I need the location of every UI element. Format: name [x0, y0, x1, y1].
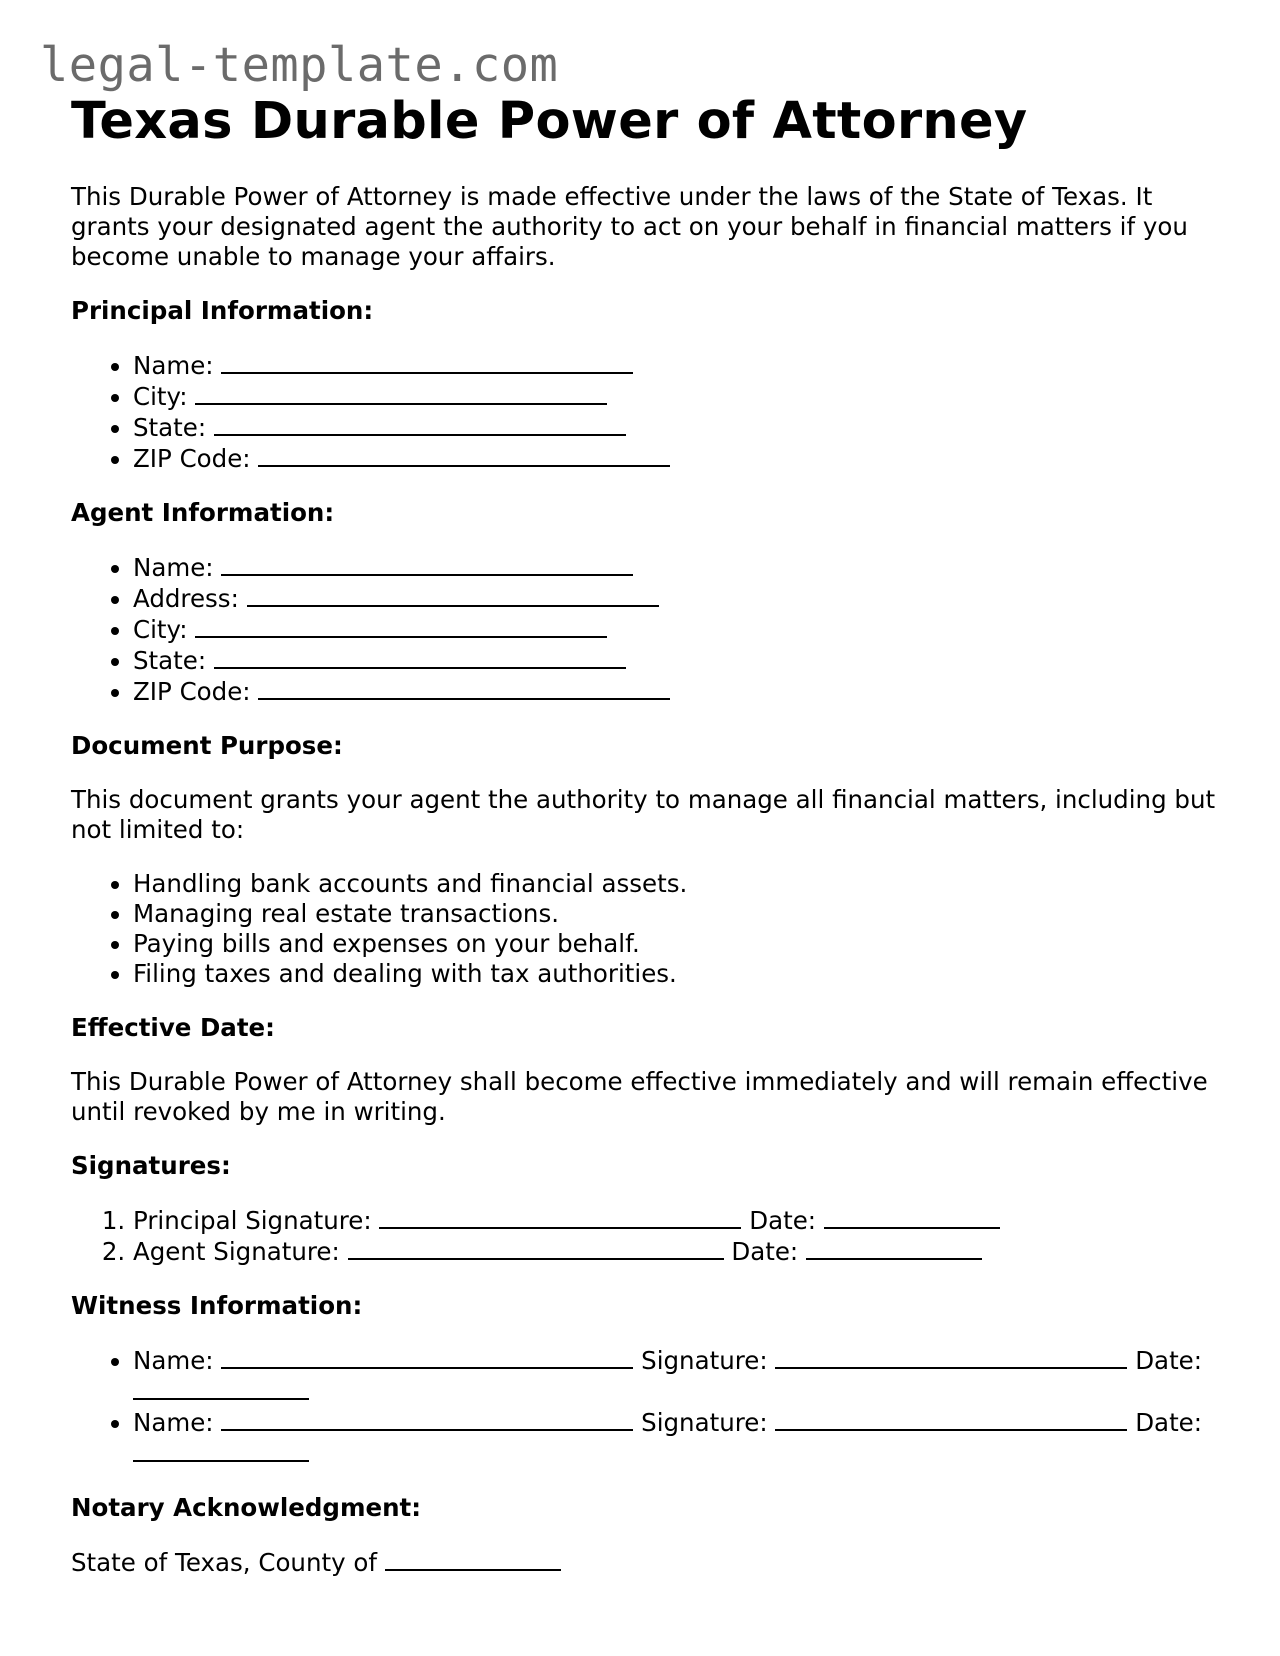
- purpose-paragraph: This document grants your agent the authority to manage all financial matters, including but not limited to:: [71, 785, 1216, 844]
- signatures-list: [71, 1205, 1221, 1267]
- list-item: • Managing real estate transactions.: [133, 899, 1221, 929]
- agent-zip-field[interactable]: • ZIP Code:: [133, 676, 1221, 707]
- witness-2-signature-blank[interactable]: [775, 1407, 1127, 1431]
- agent-signature-line[interactable]: 2. Agent Signature: Date:: [133, 1236, 1221, 1267]
- witness-list: [71, 1345, 1221, 1469]
- agent-city-blank[interactable]: [195, 614, 607, 638]
- principal-heading: Principal Information:: [71, 296, 374, 325]
- principal-name-field[interactable]: • Name:: [133, 350, 1221, 381]
- witness-1-name-blank[interactable]: [221, 1345, 633, 1369]
- agent-heading: Agent Information:: [71, 498, 335, 527]
- list-item: • Paying bills and expenses on your behalf.: [133, 929, 1221, 959]
- effective-heading: Effective Date:: [71, 1013, 275, 1042]
- principal-name-blank[interactable]: [221, 350, 633, 374]
- purpose-list: [71, 869, 1221, 989]
- agent-fields: [71, 552, 1221, 707]
- agent-address-blank[interactable]: [247, 583, 659, 607]
- agent-city-field[interactable]: • City:: [133, 614, 1221, 645]
- agent-state-field[interactable]: • State:: [133, 645, 1221, 676]
- agent-date-blank[interactable]: [806, 1236, 982, 1260]
- principal-zip-blank[interactable]: [258, 443, 670, 467]
- document-title: Texas Durable Power of Attorney: [71, 92, 1028, 151]
- notary-county-line[interactable]: State of Texas, County of: [71, 1547, 1221, 1578]
- principal-city-field[interactable]: • City:: [133, 381, 1221, 412]
- witness-1-signature-blank[interactable]: [775, 1345, 1127, 1369]
- principal-signature-blank[interactable]: [379, 1205, 741, 1229]
- list-item: • Filing taxes and dealing with tax authorities.: [133, 959, 1221, 989]
- principal-city-blank[interactable]: [195, 381, 607, 405]
- list-item: • Handling bank accounts and financial assets.: [133, 869, 1221, 899]
- witness-heading: Witness Information:: [71, 1291, 363, 1320]
- witness-1-date-blank[interactable]: [133, 1376, 309, 1400]
- principal-date-blank[interactable]: [824, 1205, 1000, 1229]
- principal-signature-line[interactable]: 1. Principal Signature: Date:: [133, 1205, 1221, 1236]
- agent-zip-blank[interactable]: [258, 676, 670, 700]
- witness-2-line[interactable]: • Name: Signature: Date:: [133, 1407, 1221, 1469]
- principal-fields: [71, 350, 1221, 474]
- agent-signature-blank[interactable]: [348, 1236, 724, 1260]
- notary-heading: Notary Acknowledgment:: [71, 1493, 422, 1522]
- witness-1-line[interactable]: • Name: Signature: Date:: [133, 1345, 1221, 1407]
- witness-2-date-blank[interactable]: [133, 1438, 309, 1462]
- signatures-heading: Signatures:: [71, 1151, 231, 1180]
- intro-paragraph: This Durable Power of Attorney is made effective under the laws of the State of Texas. It grants your designated agent the authority to act on your behalf in financial matters if you become unable to manage your affairs.: [71, 182, 1188, 271]
- agent-name-field[interactable]: • Name:: [133, 552, 1221, 583]
- witness-2-name-blank[interactable]: [221, 1407, 633, 1431]
- agent-state-blank[interactable]: [214, 645, 626, 669]
- principal-state-field[interactable]: • State:: [133, 412, 1221, 443]
- notary-county-blank[interactable]: [385, 1547, 561, 1571]
- agent-address-field[interactable]: • Address:: [133, 583, 1221, 614]
- purpose-heading: Document Purpose:: [71, 731, 343, 760]
- principal-state-blank[interactable]: [214, 412, 626, 436]
- agent-name-blank[interactable]: [221, 552, 633, 576]
- watermark-logo-text: legal-template.com: [40, 38, 559, 93]
- principal-zip-field[interactable]: • ZIP Code:: [133, 443, 1221, 474]
- document-body: [71, 90, 1221, 1578]
- effective-paragraph: This Durable Power of Attorney shall become effective immediately and will remain effective until revoked by me in writing.: [71, 1067, 1208, 1126]
